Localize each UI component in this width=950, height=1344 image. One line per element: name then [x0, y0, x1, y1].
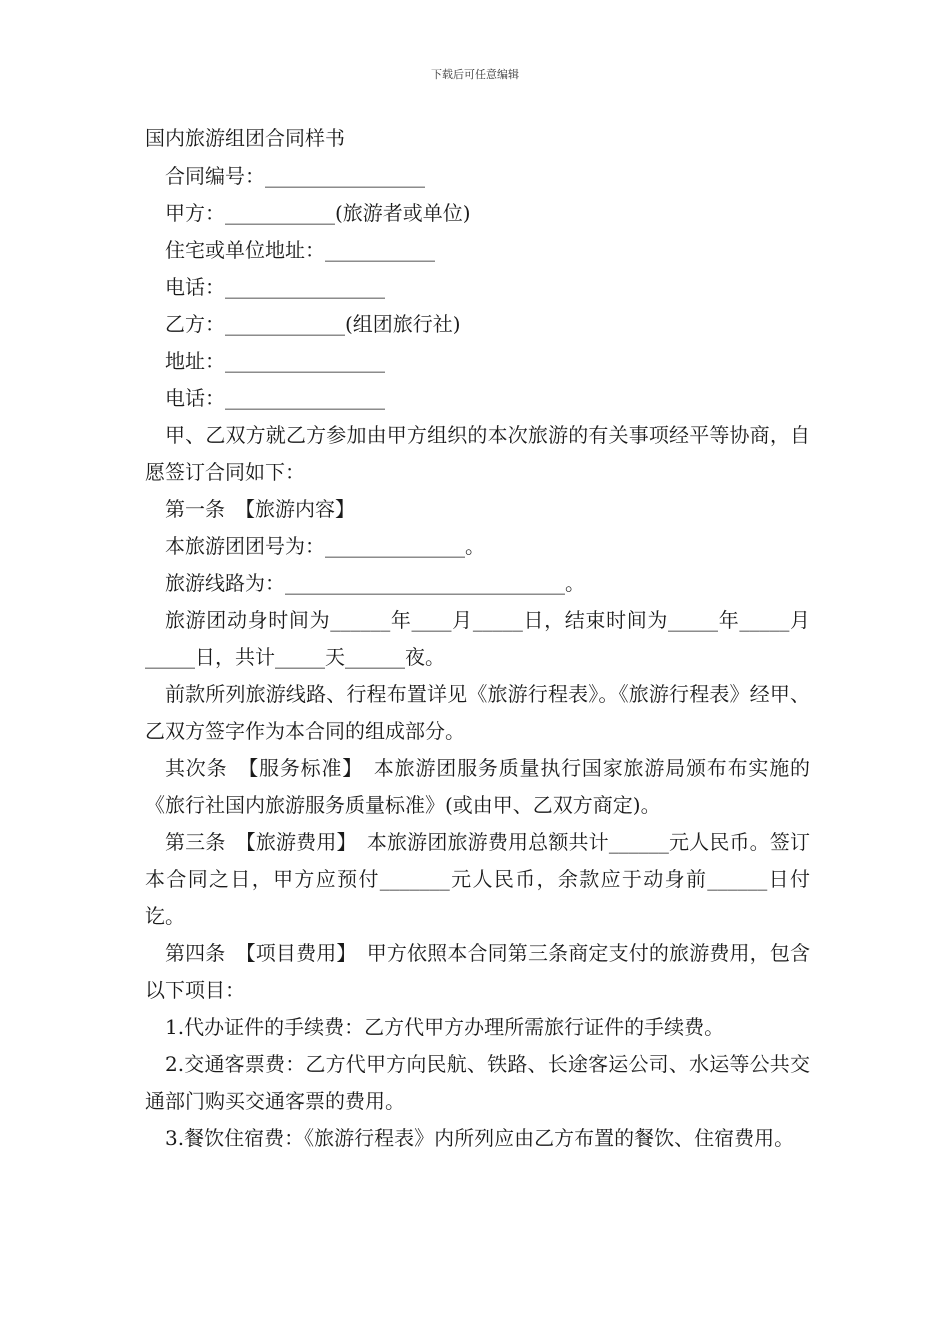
article-4-paragraph: 第四条 【项目费用】 甲方依照本合同第三条商定支付的旅游费用，包含以下项目：	[145, 941, 810, 1002]
item-1-paragraph: 1.代办证件的手续费：乙方代甲方办理所需旅行证件的手续费。	[165, 1015, 725, 1039]
article-2-paragraph: 其次条 【服务标准】 本旅游团服务质量执行国家旅游局颁布布实施的《旅行社国内旅游服务质量标准》(或由甲、乙双方商定)。	[145, 756, 810, 817]
party-a-line: 甲方：___________(旅游者或单位)	[165, 201, 471, 225]
intro-paragraph: 甲、乙双方就乙方参加由甲方组织的本次旅游的有关事项经平等协商，自愿签订合同如下：	[145, 423, 810, 484]
schedule-paragraph: 旅游团动身时间为______年____月_____日，结束时间为_____年_____月_____日，共计_____天______夜。	[145, 608, 810, 669]
party-a-phone-line: 电话：________________	[165, 275, 385, 299]
article-1-heading: 第一条 【旅游内容】	[165, 497, 355, 521]
document-body	[145, 122, 810, 1157]
party-b-address-line: 地址：________________	[165, 349, 385, 373]
party-b-phone-line: 电话：________________	[165, 386, 385, 410]
route-line: 旅游线路为：____________________________。	[165, 571, 585, 595]
header-note: 下载后可任意编辑	[431, 68, 519, 81]
item-3-paragraph: 3.餐饮住宿费：《旅游行程表》内所列应由乙方布置的餐饮、住宿费用。	[165, 1126, 795, 1150]
contract-number-line: 合同编号：________________	[165, 164, 425, 188]
party-a-address-line: 住宅或单位地址：___________	[165, 238, 435, 262]
itinerary-note-paragraph: 前款所列旅游线路、行程布置详见《旅游行程表》。《旅游行程表》经甲、乙双方签字作为本合同的组成部分。	[145, 682, 810, 743]
article-3-paragraph: 第三条 【旅游费用】 本旅游团旅游费用总额共计______元人民币。签订本合同之日，甲方应预付_______元人民币，余款应于动身前______日付讫。	[145, 830, 810, 928]
party-b-line: 乙方：____________(组团旅行社)	[165, 312, 461, 336]
document-title: 国内旅游组团合同样书	[145, 126, 345, 150]
tour-group-number-line: 本旅游团团号为：______________。	[165, 534, 485, 558]
item-2-paragraph: 2.交通客票费：乙方代甲方向民航、铁路、长途客运公司、水运等公共交通部门购买交通客票的费用。	[145, 1052, 810, 1113]
